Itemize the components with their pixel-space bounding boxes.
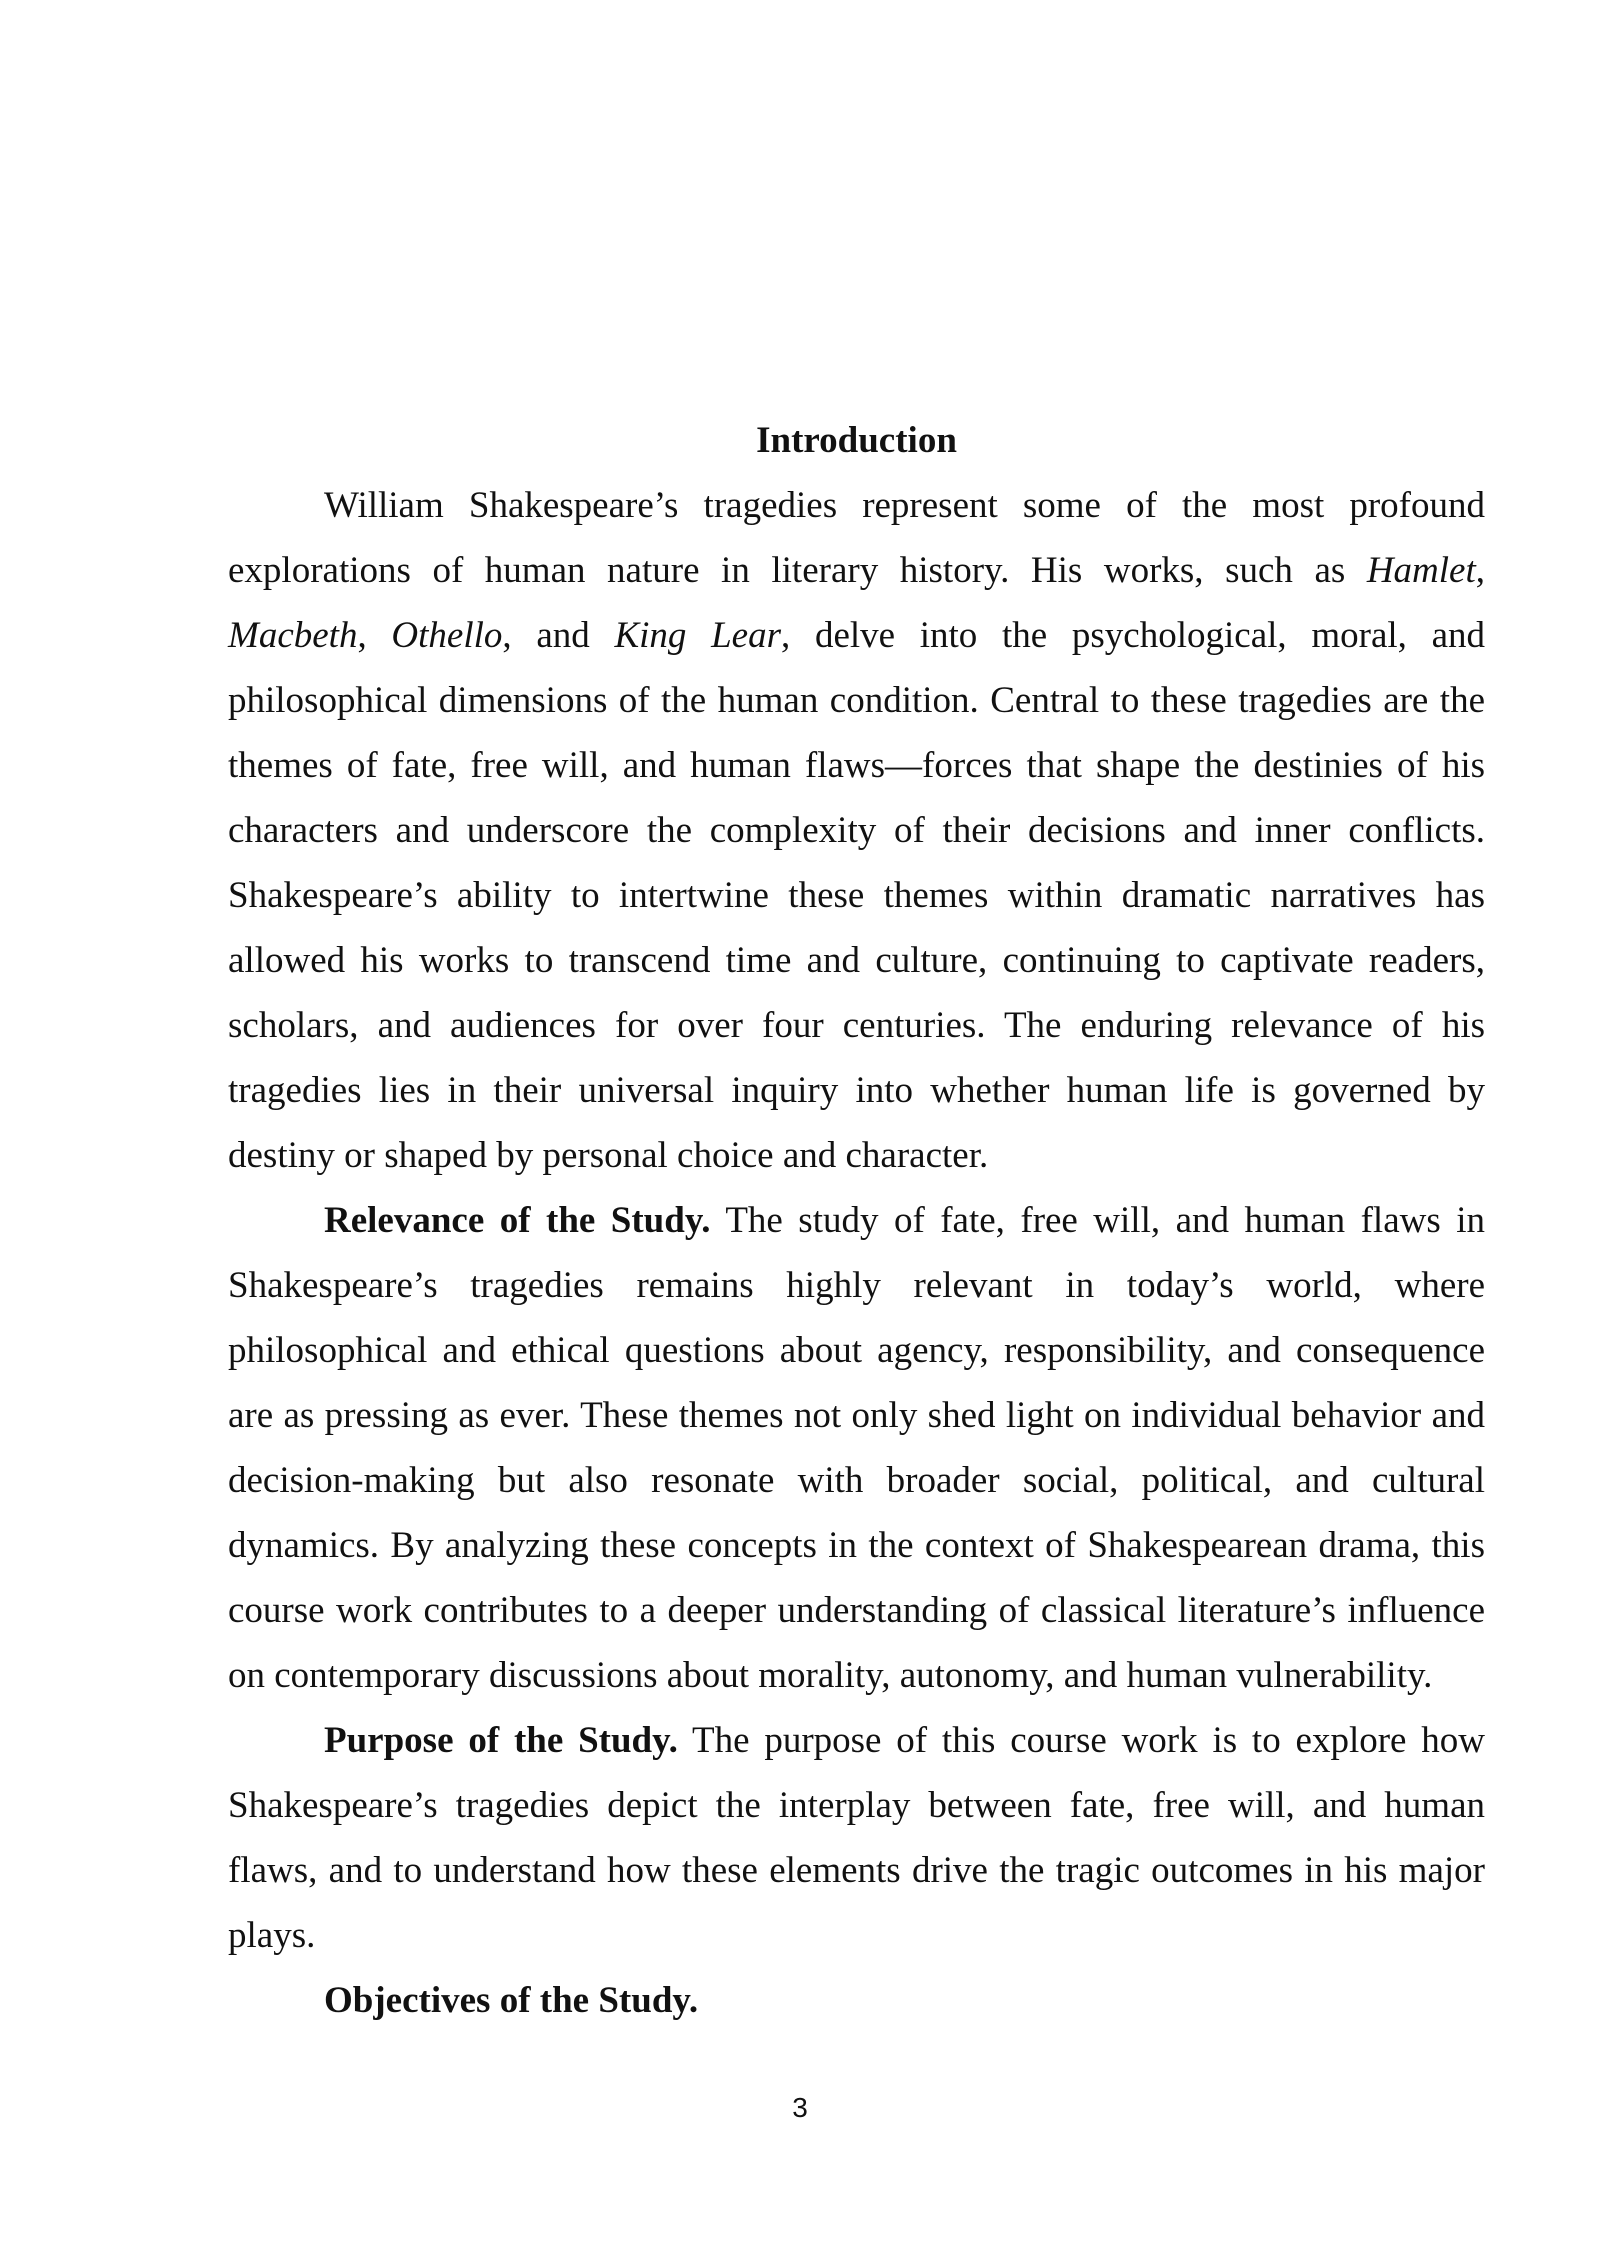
page-content — [228, 408, 1485, 2033]
relevance-text: The study of fate, free will, and human flaws in Shakespeare’s tragedies remains highly relevant in today’s world, where philosophical and ethical questions about agency, responsibility, and consequence are as pressing as ever. These themes not only shed light on individual behavior and decision-making but also resonate with broader social, political, and cultural dynamics. By analyzing these concepts in the context of Shakespearean drama, this course work contributes to a deeper understanding of classical literature’s influence on contemporary discussions about morality, autonomy, and human vulnerability. — [228, 1200, 1485, 1696]
purpose-text: The purpose of this course work is to explore how Shakespeare’s tragedies depict the interplay between fate, free will, and human flaws, and to understand how these elements drive the tragic outcomes in his major plays. — [228, 1720, 1486, 1956]
relevance-heading: Relevance of the Study. — [324, 1200, 711, 1241]
objectives-paragraph — [228, 1968, 1485, 2033]
intro-separator-3: , and — [502, 615, 615, 656]
play-title-king-lear: King Lear — [614, 615, 781, 656]
play-title-hamlet: Hamlet — [1366, 550, 1476, 591]
purpose-paragraph — [228, 1708, 1485, 1968]
play-title-othello: Othello — [391, 615, 503, 656]
intro-separator-2: , — [357, 615, 392, 656]
relevance-paragraph — [228, 1188, 1485, 1708]
purpose-heading: Purpose of the Study. — [324, 1720, 678, 1761]
intro-paragraph — [228, 473, 1485, 1188]
intro-text-part2: , delve into the psychological, moral, and philosophical dimensions of the human condition. Central to these tragedies are the themes of fate, free will, and human flaws—forces that shape the destinies of his characters and underscore the complexity of their decisions and inner conflicts. Shakespeare’s ability to intertwine these themes within dramatic narratives has allowed his works to transcend time and culture, continuing to captivate readers, scholars, and audiences for over four centuries. The enduring relevance of his tragedies lies in their universal inquiry into whether human life is governed by destiny or shaped by personal choice and character. — [228, 615, 1486, 1176]
section-title: Introduction — [756, 420, 957, 461]
intro-separator-1: , — [1475, 550, 1485, 591]
play-title-macbeth: Macbeth — [228, 615, 358, 656]
intro-text-part1: William Shakespeare’s tragedies represent some of the most profound explorations of human nature in literary history. His works, such as — [228, 485, 1485, 591]
page-number: 3 — [792, 2092, 808, 2123]
objectives-heading: Objectives of the Study. — [324, 1980, 699, 2021]
